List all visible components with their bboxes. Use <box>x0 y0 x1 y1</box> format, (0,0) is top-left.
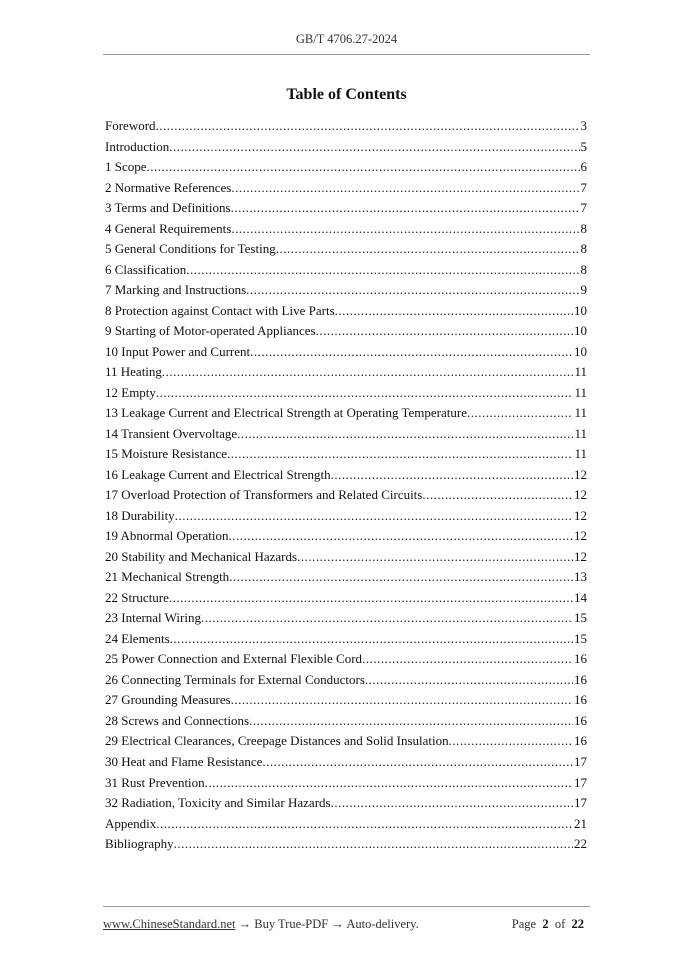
toc-entry-page: 16 <box>574 733 587 749</box>
toc-dot-leader <box>147 157 580 178</box>
toc-entry[interactable] <box>105 239 587 260</box>
toc-entry-label: 5 General Conditions for Testing <box>105 241 276 257</box>
toc-dot-leader <box>331 793 573 814</box>
toc-entry-label: 21 Mechanical Strength <box>105 569 230 585</box>
toc-entry-page: 10 <box>574 323 587 339</box>
page-number <box>512 917 584 932</box>
toc-entry-page: 3 <box>580 118 587 133</box>
toc-entry-label: 10 Input Power and Current <box>105 343 251 359</box>
toc-dot-leader <box>365 670 573 691</box>
toc-entry[interactable] <box>105 116 587 137</box>
toc-entry[interactable] <box>105 137 587 158</box>
toc-entry[interactable] <box>105 424 587 445</box>
toc-entry[interactable] <box>105 321 587 342</box>
toc-entry[interactable] <box>105 547 587 568</box>
toc-entry-page: 11 <box>574 425 587 441</box>
toc-dot-leader <box>169 588 573 609</box>
toc-dot-leader <box>246 280 579 301</box>
toc-dot-leader <box>262 752 573 773</box>
toc-entry[interactable] <box>105 383 587 404</box>
toc-entry-page: 13 <box>574 569 587 585</box>
toc-dot-leader <box>467 403 573 424</box>
page-total: 22 <box>571 917 584 931</box>
table-of-contents <box>105 116 587 855</box>
toc-entry-label: 22 Structure <box>105 589 169 605</box>
toc-dot-leader <box>201 608 573 629</box>
toc-entry[interactable] <box>105 588 587 609</box>
page-title: Table of Contents <box>286 86 407 103</box>
toc-entry-page: 16 <box>574 712 587 728</box>
toc-dot-leader <box>227 444 573 465</box>
toc-entry-label: 18 Durability <box>105 507 175 523</box>
toc-entry[interactable] <box>105 793 587 814</box>
toc-dot-leader <box>169 137 579 158</box>
toc-entry-label: 24 Elements <box>105 630 170 646</box>
toc-entry[interactable] <box>105 301 587 322</box>
page-current: 2 <box>542 917 549 931</box>
toc-dot-leader <box>228 526 573 547</box>
toc-dot-leader <box>162 362 574 383</box>
toc-dot-leader <box>250 342 573 363</box>
toc-entry-label: 3 Terms and Definitions <box>105 200 231 216</box>
footer-divider <box>103 906 590 907</box>
page-of: of <box>554 917 566 931</box>
toc-dot-leader <box>249 711 573 732</box>
toc-entry-label: 23 Internal Wiring <box>105 610 201 626</box>
toc-entry-page: 12 <box>574 466 587 482</box>
toc-entry-label: 11 Heating <box>105 364 162 380</box>
delivery-text: Auto-delivery. <box>346 917 419 931</box>
toc-entry-label: 13 Leakage Current and Electrical Strength at Operating Temperature <box>105 405 467 421</box>
toc-entry-page: 8 <box>580 220 587 236</box>
toc-entry-page: 16 <box>574 671 587 687</box>
toc-entry-label: 31 Rust Prevention <box>105 774 205 790</box>
toc-entry-label: 12 Empty <box>105 384 156 400</box>
toc-entry[interactable] <box>105 690 587 711</box>
toc-dot-leader <box>231 690 573 711</box>
toc-entry-label: Introduction <box>105 138 170 154</box>
toc-entry[interactable] <box>105 670 587 691</box>
toc-entry-label: 29 Electrical Clearances, Creepage Distances and Solid Insulation <box>105 733 449 749</box>
toc-entry[interactable] <box>105 178 587 199</box>
toc-entry-page: 16 <box>574 651 587 667</box>
toc-dot-leader <box>331 465 573 486</box>
toc-dot-leader <box>276 239 580 260</box>
toc-entry[interactable] <box>105 260 587 281</box>
toc-entry-label: Foreword <box>105 118 156 133</box>
toc-dot-leader <box>449 731 573 752</box>
toc-entry-page: 11 <box>574 384 587 400</box>
toc-entry-page: 11 <box>574 446 587 462</box>
toc-dot-leader <box>156 116 580 137</box>
toc-entry-label: 17 Overload Protection of Transformers and Related Circuits <box>105 487 423 503</box>
toc-entry[interactable] <box>105 342 587 363</box>
toc-entry[interactable] <box>105 465 587 486</box>
toc-entry-page: 10 <box>574 343 587 359</box>
toc-entry-label: 1 Scope <box>105 159 147 175</box>
toc-entry[interactable] <box>105 526 587 547</box>
toc-entry[interactable] <box>105 157 587 178</box>
toc-entry[interactable] <box>105 814 587 835</box>
toc-entry-label: 32 Radiation, Toxicity and Similar Hazards <box>105 795 331 811</box>
toc-entry[interactable] <box>105 362 587 383</box>
toc-entry[interactable] <box>105 403 587 424</box>
toc-entry-page: 12 <box>574 487 587 503</box>
toc-entry-label: Appendix <box>105 815 157 831</box>
toc-entry-label: 28 Screws and Connections <box>105 712 250 728</box>
toc-entry-label: 27 Grounding Measures <box>105 692 231 708</box>
toc-entry-page: 10 <box>574 302 587 318</box>
toc-dot-leader <box>422 485 573 506</box>
toc-entry-page: 12 <box>574 507 587 523</box>
arrow-right-icon: → <box>238 917 252 931</box>
toc-entry-page: 7 <box>580 200 587 216</box>
toc-dot-leader <box>186 260 579 281</box>
toc-entry-page: 12 <box>574 528 587 544</box>
toc-entry-page: 17 <box>574 795 587 811</box>
toc-entry-label: 2 Normative References <box>105 179 232 195</box>
toc-entry[interactable] <box>105 608 587 629</box>
toc-entry[interactable] <box>105 485 587 506</box>
toc-entry-page: 21 <box>574 815 587 831</box>
toc-entry[interactable] <box>105 567 587 588</box>
toc-entry[interactable] <box>105 219 587 240</box>
toc-entry-label: 6 Classification <box>105 261 187 277</box>
toc-dot-leader <box>174 834 573 855</box>
toc-dot-leader <box>229 567 573 588</box>
toc-entry-page: 11 <box>574 364 587 380</box>
toc-dot-leader <box>170 629 573 650</box>
toc-dot-leader <box>231 178 579 199</box>
toc-entry-page: 14 <box>574 589 587 605</box>
toc-entry-page: 15 <box>574 630 587 646</box>
toc-dot-leader <box>362 649 573 670</box>
toc-entry-page: 6 <box>580 159 587 175</box>
toc-entry-label: 15 Moisture Resistance <box>105 446 228 462</box>
toc-entry-label: 4 General Requirements <box>105 220 232 236</box>
toc-entry-label: 25 Power Connection and External Flexible Cord <box>105 651 363 667</box>
toc-entry-page: 12 <box>574 548 587 564</box>
toc-dot-leader <box>156 383 574 404</box>
document-id: GB/T 4706.27-2024 <box>295 32 398 46</box>
toc-entry-page: 7 <box>580 179 587 195</box>
header-divider <box>103 54 590 55</box>
toc-entry[interactable] <box>105 280 587 301</box>
site-link[interactable]: www.ChineseStandard.net <box>103 917 236 931</box>
toc-dot-leader <box>205 773 573 794</box>
toc-dot-leader <box>231 198 580 219</box>
arrow-right-icon: → <box>331 917 344 931</box>
toc-entry-label: 30 Heat and Flame Resistance <box>105 753 263 769</box>
toc-entry-page: 9 <box>580 282 587 298</box>
toc-entry[interactable] <box>105 752 587 773</box>
toc-dot-leader <box>175 506 573 527</box>
footer-promo <box>103 917 419 932</box>
toc-entry[interactable] <box>105 649 587 670</box>
toc-dot-leader <box>335 301 573 322</box>
toc-entry-label: 7 Marking and Instructions <box>105 282 247 298</box>
toc-entry-label: Bibliography <box>105 836 174 852</box>
toc-entry-label: 20 Stability and Mechanical Hazards <box>105 548 298 564</box>
toc-entry-label: 16 Leakage Current and Electrical Strength <box>105 466 331 482</box>
toc-entry-page: 8 <box>580 241 587 257</box>
toc-entry[interactable] <box>105 198 587 219</box>
toc-entry-page: 17 <box>574 753 587 769</box>
toc-entry[interactable] <box>105 731 587 752</box>
toc-entry[interactable] <box>105 711 587 732</box>
toc-entry-label: 9 Starting of Motor-operated Appliances <box>105 323 316 339</box>
toc-entry[interactable] <box>105 629 587 650</box>
toc-entry[interactable] <box>105 834 587 855</box>
toc-dot-leader <box>156 814 573 835</box>
toc-entry-page: 15 <box>574 610 587 626</box>
toc-entry-label: 19 Abnormal Operation <box>105 528 229 544</box>
toc-entry-page: 8 <box>580 261 587 277</box>
toc-entry-page: 17 <box>574 774 587 790</box>
toc-dot-leader <box>316 321 573 342</box>
buy-text: Buy True-PDF <box>254 917 329 931</box>
toc-dot-leader <box>237 424 573 445</box>
toc-entry-label: 26 Connecting Terminals for External Conductors <box>105 671 365 687</box>
toc-dot-leader <box>297 547 573 568</box>
toc-entry[interactable] <box>105 444 587 465</box>
toc-entry-label: 8 Protection against Contact with Live Parts <box>105 302 335 318</box>
toc-entry-page: 16 <box>574 692 587 708</box>
toc-entry-page: 5 <box>580 138 587 154</box>
toc-entry[interactable] <box>105 506 587 527</box>
running-header <box>103 32 590 47</box>
toc-entry[interactable] <box>105 773 587 794</box>
toc-entry-page: 11 <box>574 405 587 421</box>
toc-entry-page: 22 <box>574 836 587 852</box>
page-prefix: Page <box>511 917 537 931</box>
toc-entry-label: 14 Transient Overvoltage <box>105 425 238 441</box>
toc-dot-leader <box>231 219 579 240</box>
